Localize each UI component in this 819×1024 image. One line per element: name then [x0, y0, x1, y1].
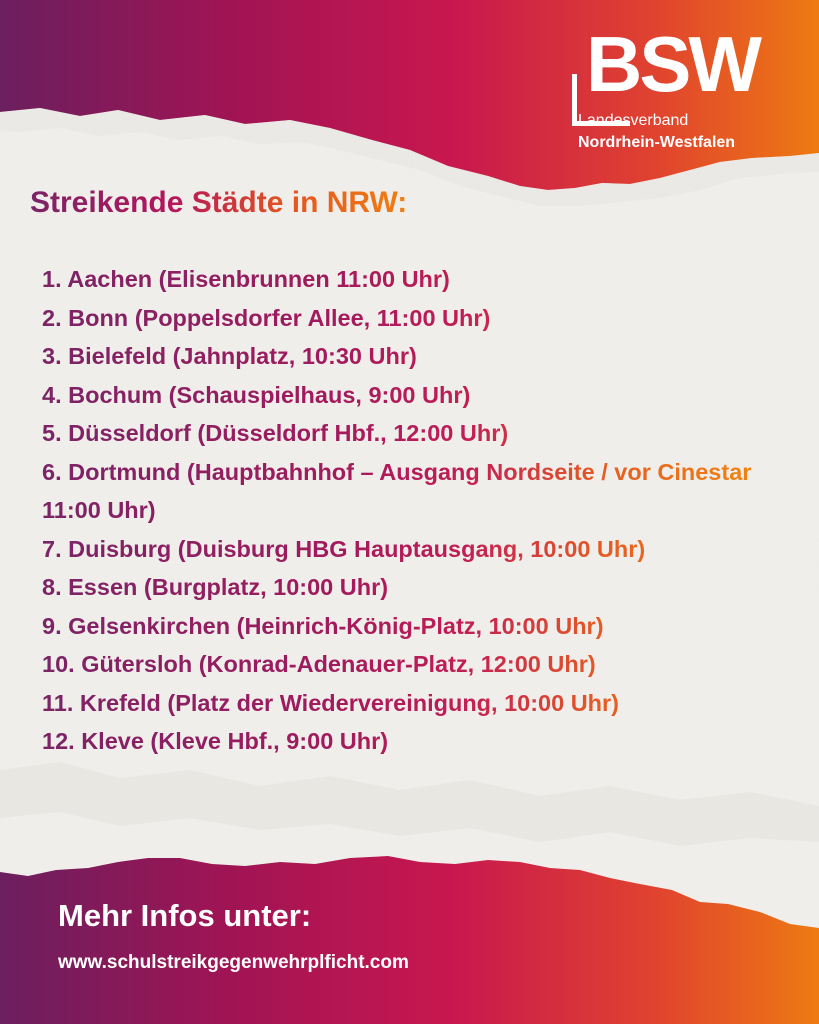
logo-subtitle-region: Nordrhein-Westfalen: [578, 134, 736, 151]
more-info-label: Mehr Infos unter:: [58, 898, 312, 933]
list-item: 1. Aachen (Elisenbrunnen 11:00 Uhr): [42, 266, 450, 292]
list-item: 5. Düsseldorf (Düsseldorf Hbf., 12:00 Uhr): [42, 420, 509, 446]
list-item: 4. Bochum (Schauspielhaus, 9:00 Uhr): [42, 381, 471, 408]
list-item: 12. Kleve (Kleve Hbf., 9:00 Uhr): [42, 728, 389, 754]
list-item: 6. Dortmund (Hauptbahnhof – Ausgang Nordseite / vor Cinestar 11:00 Uhr): [42, 458, 752, 523]
striking-cities-list: [42, 260, 812, 761]
bsw-logo: [568, 20, 778, 156]
website-url: www.schulstreikgegenwehrplficht.com: [58, 952, 409, 973]
list-item: 9. Gelsenkirchen (Heinrich-König-Platz, 10:00 Uhr): [42, 612, 604, 639]
list-item: 3. Bielefeld (Jahnplatz, 10:30 Uhr): [42, 343, 417, 369]
logo-subtitle-landesverband: Landesverband: [578, 112, 689, 129]
list-item: 11. Krefeld (Platz der Wiedervereinigung, 10:00 Uhr): [42, 689, 620, 716]
logo-wordmark: BSW: [586, 20, 759, 108]
list-item: 7. Duisburg (Duisburg HBG Hauptausgang, 10:00 Uhr): [42, 535, 646, 562]
list-item: 8. Essen (Burgplatz, 10:00 Uhr): [42, 574, 389, 600]
list-item: 10. Gütersloh (Konrad-Adenauer-Platz, 12:00 Uhr): [42, 651, 596, 677]
page-title: Streikende Städte in NRW:: [30, 186, 408, 219]
list-item: 2. Bonn (Poppelsdorfer Allee, 11:00 Uhr): [42, 304, 491, 331]
